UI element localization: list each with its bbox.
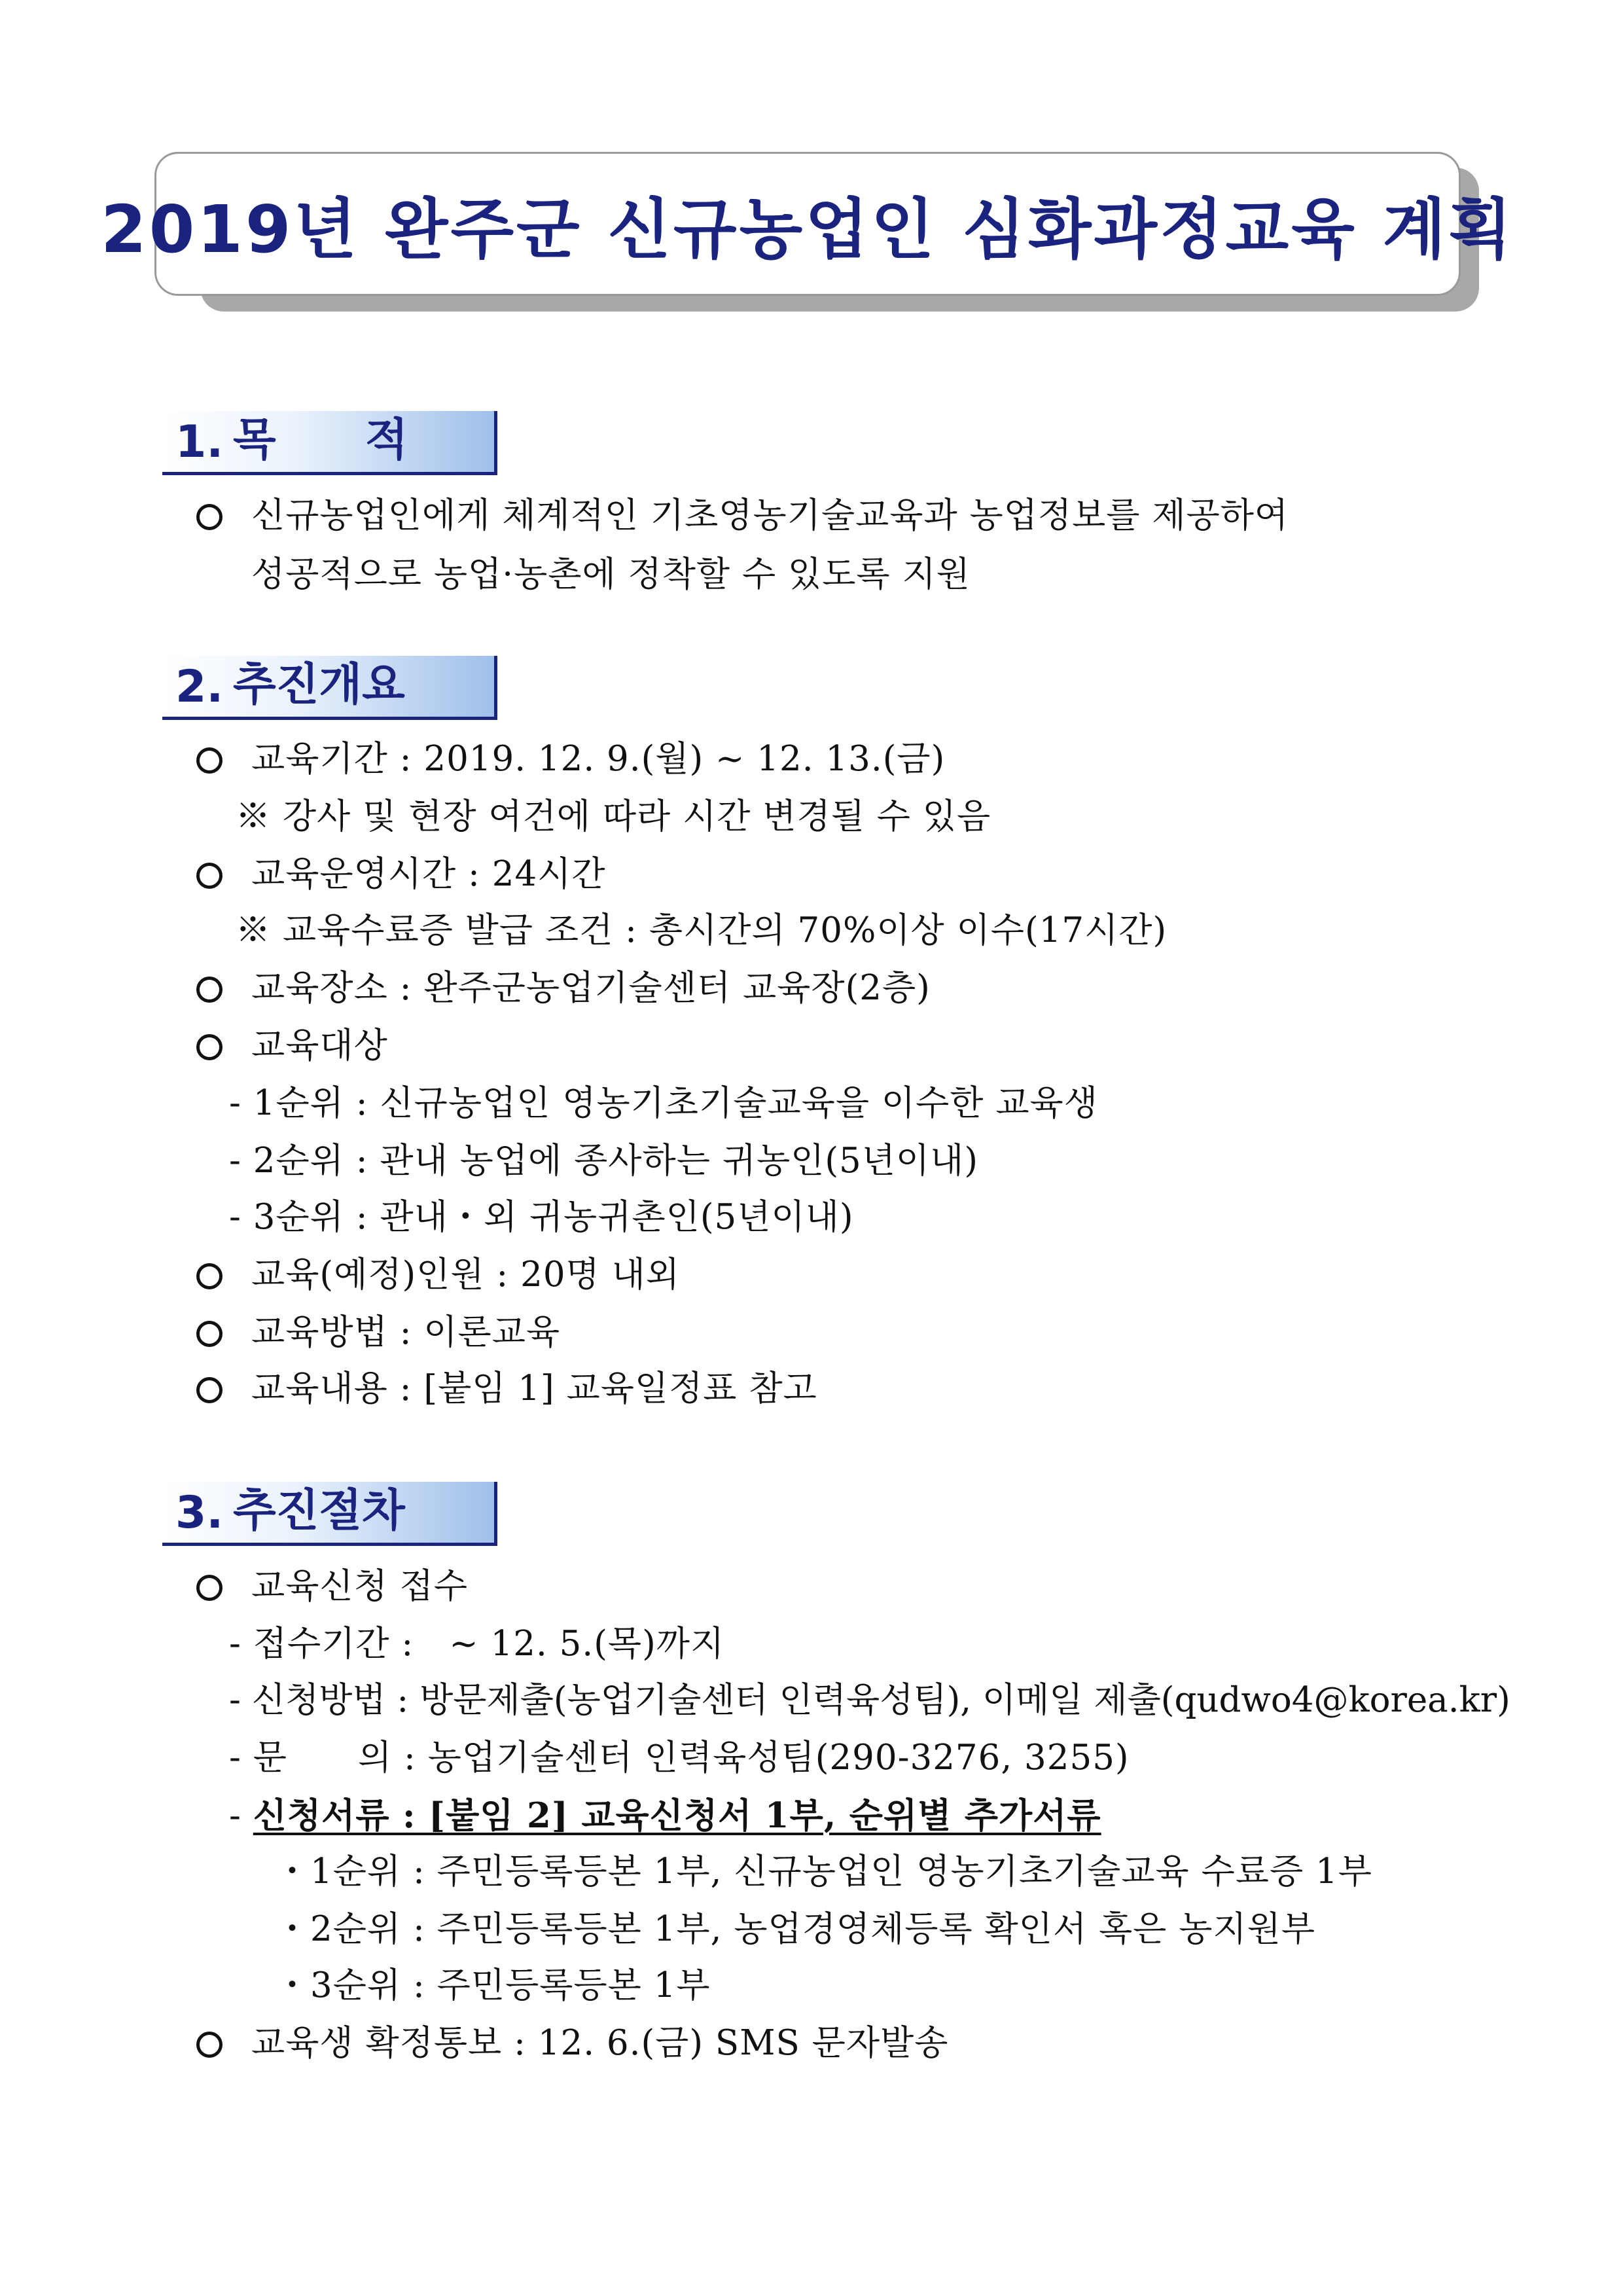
application-intake: 교육신청 접수 [251,1566,469,1606]
section-1-header [162,411,497,475]
section-2-header [162,656,497,720]
edu-target: 교육대상 [251,1026,388,1066]
edu-period-note: ※ 강사 및 현장 여건에 따라 시간 변경될 수 있음 [236,797,991,836]
circle-bullet-icon [196,1321,223,1347]
section-1-title: 목 적 [233,414,408,466]
document-title: 2019년 완주군 신규농업인 심화과정교육 계획 [101,191,1514,268]
application-docs-line [229,1792,1101,1840]
edu-content: 교육내용 : [붙임 1] 교육일정표 참고 [251,1369,817,1408]
purpose-line-1: 신규농업인에게 체계적인 기초영농기술교육과 농업정보를 제공하여 [251,495,1289,535]
application-period: - 접수기간 : ~ 12. 5.(목)까지 [229,1624,725,1664]
circle-bullet-icon [196,863,223,889]
circle-bullet-icon [196,1263,223,1289]
edu-period: 교육기간 : 2019. 12. 9.(월) ~ 12. 13.(금) [251,739,946,779]
docs-rank-3: ・3순위 : 주민등록등본 1부 [275,1965,711,2005]
application-contact: - 문 의 : 농업기술센터 인력육성팀(290-3276, 3255) [229,1738,1130,1778]
purpose-line-2: 성공적으로 농업·농촌에 정착할 수 있도록 지원 [251,554,971,594]
docs-rank-2: ・2순위 : 주민등록등본 1부, 농업경영체등록 확인서 혹은 농지원부 [275,1909,1316,1949]
edu-target-rank-1: - 1순위 : 신규농업인 영농기초기술교육을 이수한 교육생 [229,1083,1098,1123]
trainee-notification: 교육생 확정통보 : 12. 6.(금) SMS 문자발송 [251,2023,949,2063]
circle-bullet-icon [196,1377,223,1403]
circle-bullet-icon [196,1034,223,1060]
section-1-number: 1. [175,416,224,468]
edu-hours-note: ※ 교육수료증 발급 조건 : 총시간의 70%이상 이수(17시간) [236,910,1168,950]
application-docs: 신청서류 : [붙임 2] 교육신청서 1부, 순위별 추가서류 [253,1795,1101,1836]
circle-bullet-icon [196,977,223,1003]
circle-bullet-icon [196,1575,223,1601]
edu-hours: 교육운영시간 : 24시간 [251,854,606,894]
circle-bullet-icon [196,504,223,530]
section-2-title: 추진개요 [233,659,405,711]
section-3-number: 3. [175,1487,224,1539]
edu-place: 교육장소 : 완주군농업기술센터 교육장(2층) [251,968,931,1008]
title-box [101,152,1514,296]
application-docs-dash: - [229,1796,253,1836]
application-method: - 신청방법 : 방문제출(농업기술센터 인력육성팀), 이메일 제출(qudwo4@korea.kr) [229,1680,1510,1720]
docs-rank-1: ・1순위 : 주민등록등본 1부, 신규농업인 영농기초기술교육 수료증 1부 [275,1852,1372,1892]
section-3-header [162,1482,497,1546]
edu-method: 교육방법 : 이론교육 [251,1312,561,1352]
section-2-number: 2. [175,661,224,713]
edu-target-rank-3: - 3순위 : 관내・외 귀농귀촌인(5년이내) [229,1197,854,1237]
edu-headcount: 교육(예정)인원 : 20명 내외 [251,1255,680,1295]
section-3-title: 추진절차 [233,1485,405,1537]
edu-target-rank-2: - 2순위 : 관내 농업에 종사하는 귀농인(5년이내) [229,1141,979,1181]
circle-bullet-icon [196,747,223,774]
circle-bullet-icon [196,2032,223,2058]
